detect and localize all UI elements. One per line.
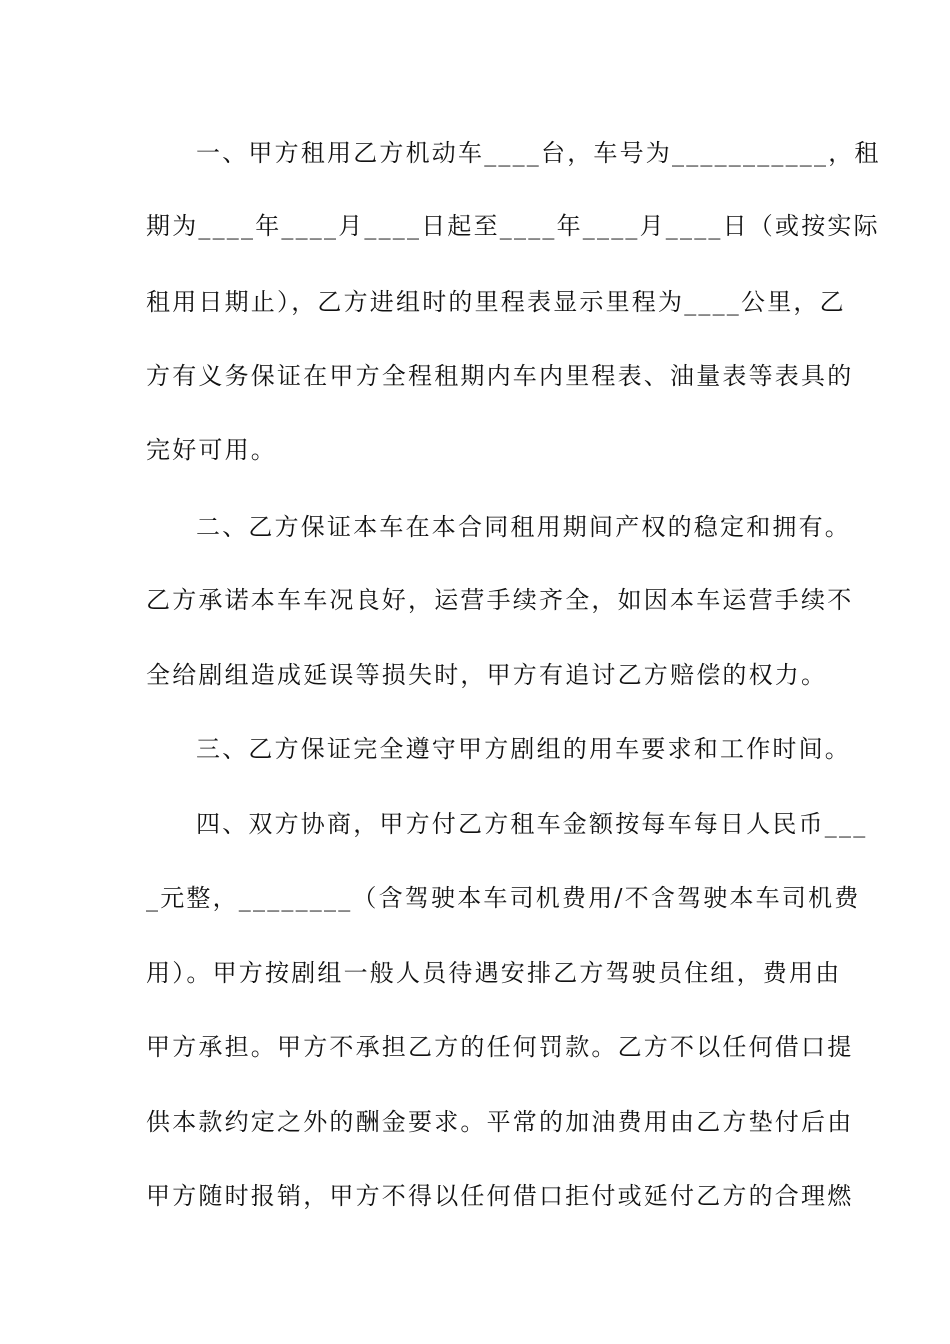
paragraph-2-line-2: 乙方承诺本车车况良好，运营手续齐全，如因本车运营手续不 (146, 586, 854, 614)
paragraph-4-line-3: 用）。甲方按剧组一般人员待遇安排乙方驾驶员住组，费用由 (146, 959, 842, 987)
paragraph-1-line-2: 期为____年____月____日起至____年____月____日（或按实际 (146, 212, 880, 240)
paragraph-4-line-1: 四、双方协商，甲方付乙方租车金额按每车每日人民币___ (196, 810, 868, 838)
paragraph-1-line-1: 一、甲方租用乙方机动车____台，车号为___________，租 (196, 139, 881, 167)
paragraph-1-line-4: 方有义务保证在甲方全程租期内车内里程表、油量表等表具的 (146, 362, 854, 390)
paragraph-1-line-5: 完好可用。 (146, 436, 277, 464)
paragraph-4-line-2: _元整，________（含驾驶本车司机费用/不含驾驶本车司机费 (146, 884, 861, 912)
paragraph-4-line-5: 供本款约定之外的酬金要求。平常的加油费用由乙方垫付后由 (146, 1108, 854, 1136)
paragraph-2-line-1: 二、乙方保证本车在本合同租用期间产权的稳定和拥有。 (196, 513, 851, 541)
paragraph-4-line-6: 甲方随时报销，甲方不得以任何借口拒付或延付乙方的合理燃 (146, 1182, 854, 1210)
paragraph-2-line-3: 全给剧组造成延误等损失时，甲方有追讨乙方赔偿的权力。 (146, 661, 828, 689)
paragraph-1-line-3: 租用日期止），乙方进组时的里程表显示里程为____公里，乙 (146, 288, 846, 316)
paragraph-4-line-4: 甲方承担。甲方不承担乙方的任何罚款。乙方不以任何借口提 (146, 1033, 854, 1061)
paragraph-3-line-1: 三、乙方保证完全遵守甲方剧组的用车要求和工作时间。 (196, 735, 851, 763)
